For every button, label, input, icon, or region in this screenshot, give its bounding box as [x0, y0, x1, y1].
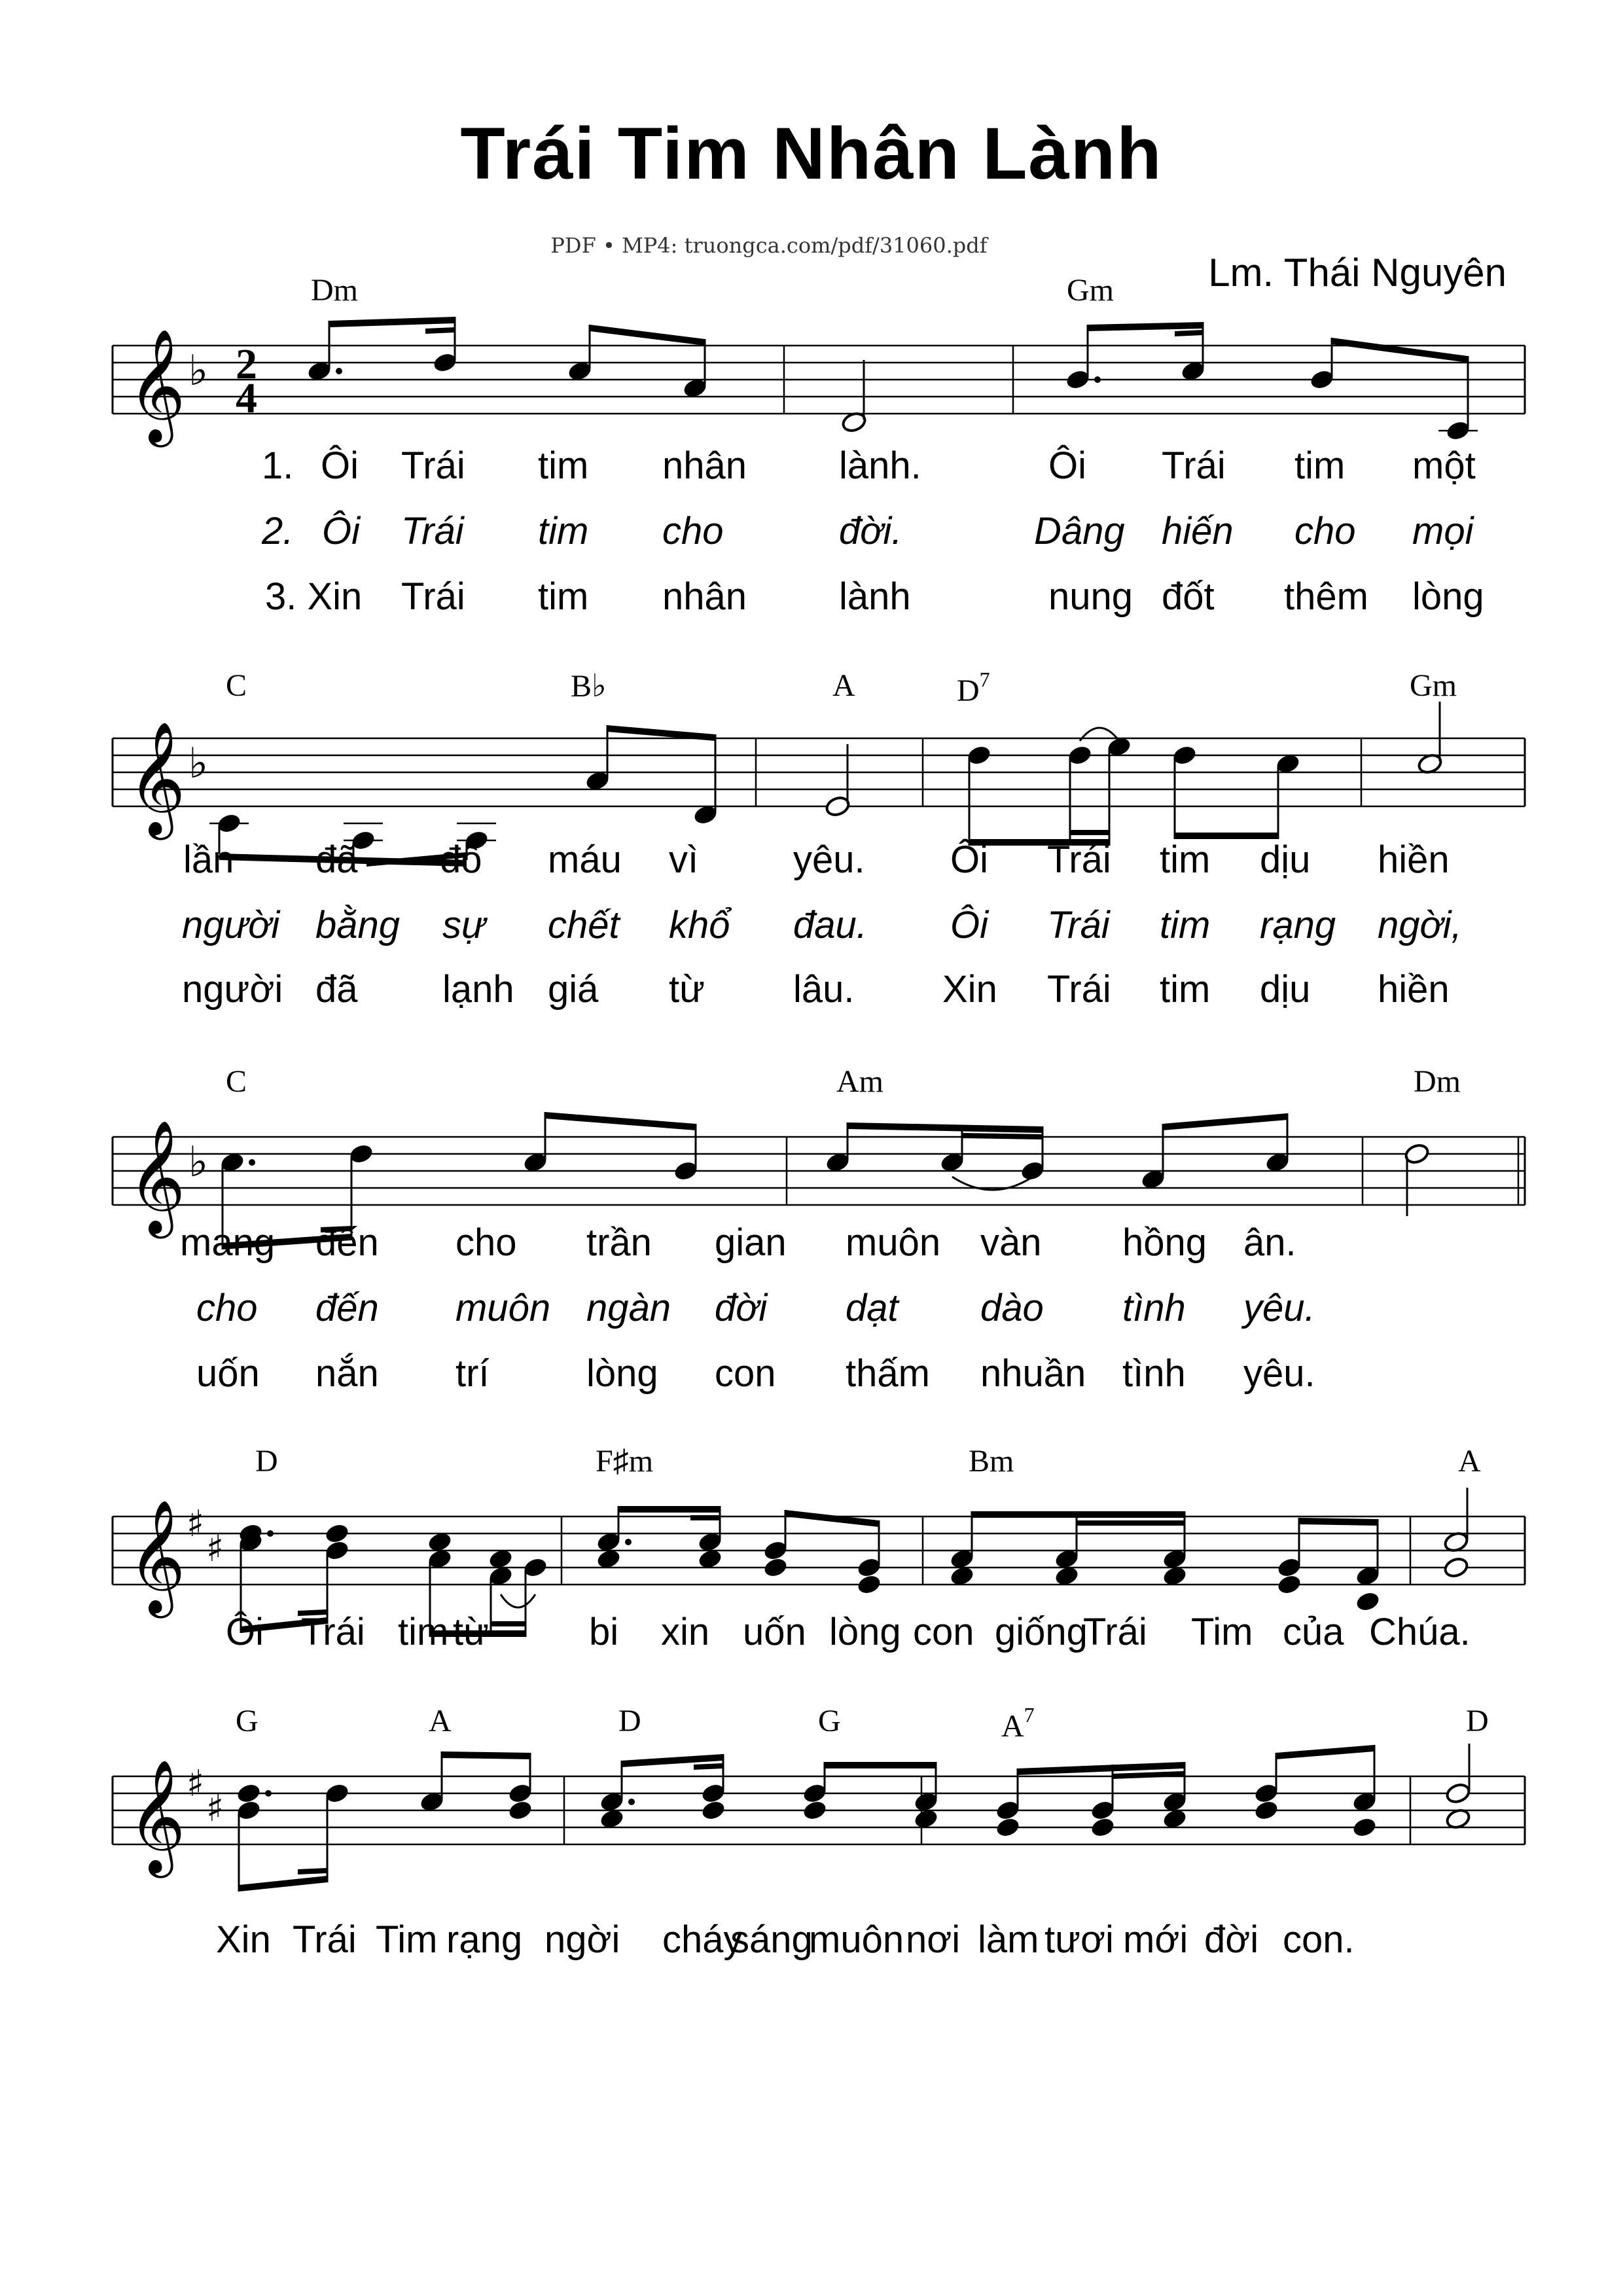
sharp-icon: ♯: [187, 1503, 205, 1545]
lyric-syllable: sáng: [730, 1918, 813, 1961]
lyric-syllable: đến: [315, 1221, 379, 1264]
chord-symbol: Gm: [1410, 668, 1457, 703]
chord-symbol: F♯m: [596, 1444, 654, 1479]
lyric-syllable: tim: [538, 575, 589, 618]
lyric-syllable: Chúa.: [1369, 1611, 1471, 1653]
lyric-syllable: muôn: [809, 1918, 904, 1961]
chord-symbol: D: [255, 1444, 278, 1479]
note: [324, 1522, 351, 1545]
song-title: Trái Tim Nhân Lành: [460, 113, 1163, 194]
composer: Lm. Thái Nguyên: [1208, 251, 1507, 295]
lyric-syllable: tim: [1160, 968, 1211, 1011]
lyric-syllable: đổ: [440, 838, 482, 881]
lyric-syllable: Trái: [1162, 444, 1226, 487]
lyric-syllable: lành.: [839, 444, 921, 487]
chord-symbol: A: [429, 1704, 452, 1738]
tie: [501, 1594, 535, 1607]
beam: [1175, 330, 1203, 336]
lyric-syllable: Ôi: [226, 1611, 264, 1653]
beam: [545, 1112, 696, 1130]
source-link[interactable]: PDF • MP4: truongca.com/pdf/31060.pdf: [550, 233, 988, 258]
lyric-syllable: đời: [1204, 1918, 1259, 1961]
beam: [1276, 1745, 1374, 1759]
lyric-syllable: hồng: [1122, 1221, 1207, 1264]
note: [1090, 1816, 1116, 1839]
lyric-syllable: Tim: [376, 1918, 438, 1961]
time-signature-top: 2: [236, 340, 257, 388]
lyric-syllable: thêm: [1284, 575, 1368, 618]
lyric-syllable: mang: [180, 1221, 276, 1264]
lyric-syllable: Ôi: [950, 904, 988, 946]
lyric-syllable: cho: [1294, 510, 1356, 552]
beam: [1077, 1520, 1185, 1526]
time-signature-bottom: 4: [236, 374, 257, 422]
chord-symbol: C: [226, 1064, 247, 1099]
lyric-syllable: lành: [839, 575, 911, 618]
note: [762, 1556, 789, 1579]
note: [1443, 1556, 1470, 1579]
chord-symbol: D: [618, 1704, 641, 1738]
lyric-syllable: lâu.: [793, 968, 855, 1011]
chord-symbol: $D^7$: [957, 668, 990, 708]
note: [995, 1816, 1022, 1839]
lyric-syllable: người: [182, 904, 280, 946]
lyric-syllable: lòng: [829, 1611, 901, 1653]
beam: [694, 1763, 723, 1770]
lyric-syllable: rạng: [1260, 904, 1336, 946]
beam: [962, 1133, 1043, 1139]
lyric-syllable: muôn: [846, 1221, 941, 1264]
lyric-syllable: tim: [1294, 444, 1346, 487]
note: [1253, 1799, 1280, 1822]
sharp-icon: ♯: [206, 1528, 224, 1570]
chord-symbol: Gm: [1067, 273, 1114, 308]
lyric-syllable: một: [1412, 444, 1476, 487]
lyric-syllable: dạt: [846, 1287, 899, 1329]
lyric-syllable: tình: [1122, 1352, 1186, 1395]
lyric-syllable: vì: [669, 838, 699, 881]
lyric-syllable: mới: [1123, 1918, 1188, 1961]
chord-symbol: A: [1458, 1444, 1481, 1479]
lyric-syllable: Xin: [942, 968, 997, 1011]
beam: [972, 1511, 1185, 1518]
lyric-syllable: Ôi: [950, 838, 988, 881]
lyric-syllable: Trái: [401, 575, 465, 618]
lyric-syllable: bằng: [315, 904, 401, 946]
lyric-syllable: tình: [1122, 1287, 1186, 1329]
flat-icon: ♭: [188, 347, 209, 395]
lyric-syllable: Trái: [1083, 1611, 1147, 1653]
lyric-syllable: thấm: [846, 1352, 930, 1395]
lyric-syllable: dịu: [1260, 838, 1311, 881]
beam: [690, 1515, 720, 1520]
lyric-syllable: con.: [1283, 1918, 1355, 1961]
beam: [785, 1510, 879, 1527]
lyric-syllable: 1.: [262, 444, 294, 487]
chord-symbol: A: [832, 668, 855, 703]
lyric-syllable: Trái: [293, 1918, 357, 1961]
staff-system: [113, 721, 1525, 840]
lyric-syllable: tim: [1160, 904, 1211, 946]
lyric-syllable: tim: [538, 510, 589, 552]
beam: [298, 1868, 327, 1874]
beam: [590, 325, 705, 346]
lyric-syllable: uốn: [743, 1611, 806, 1653]
lyric-syllable: đau.: [793, 904, 867, 946]
lyric-syllable: con: [913, 1611, 974, 1653]
lyric-syllable: Trái: [401, 444, 465, 487]
beam: [618, 1506, 720, 1513]
lyric-syllable: lần: [183, 838, 234, 881]
lyric-syllable: tươi: [1044, 1918, 1114, 1961]
lyric-syllable: ngời,: [1378, 904, 1462, 946]
lyric-syllable: nhân: [662, 575, 747, 618]
lyric-syllable: xin: [661, 1611, 710, 1653]
chord-symbol: Bm: [969, 1444, 1014, 1479]
lyric-syllable: hiền: [1378, 968, 1450, 1011]
lyric-syllable: đốt: [1162, 575, 1215, 618]
note: [1445, 1782, 1472, 1805]
lyric-syllable: Trái: [1047, 838, 1111, 881]
lyric-syllable: mọi: [1412, 510, 1474, 552]
lyric-syllable: hiền: [1378, 838, 1450, 881]
note: [1276, 1573, 1303, 1596]
lyric-syllable: rạng: [446, 1918, 523, 1961]
lyric-syllable: từ: [453, 1611, 489, 1653]
note: [1065, 368, 1101, 391]
beam: [442, 1751, 530, 1759]
chord-symbol: Am: [836, 1064, 883, 1099]
lyric-syllable: tim: [1160, 838, 1211, 881]
lyric-syllable: cho: [662, 510, 724, 552]
lyric-syllable: yêu.: [1243, 1287, 1315, 1329]
lyric-syllable: khổ: [669, 904, 730, 946]
flat-icon: ♭: [188, 740, 209, 788]
lyric-syllable: Dâng: [1034, 510, 1125, 552]
lyric-syllable: tim: [398, 1611, 449, 1653]
lyric-syllable: lòng: [586, 1352, 658, 1395]
note: [236, 1782, 272, 1805]
lyric-syllable: nhân: [662, 444, 747, 487]
lyric-syllable: sự: [442, 904, 486, 946]
beam: [825, 1762, 936, 1768]
lyric-syllable: giá: [548, 968, 599, 1011]
lyric-syllable: hiến: [1162, 510, 1234, 552]
lyric-syllable: Ôi: [1048, 444, 1086, 487]
beam: [329, 317, 455, 327]
treble-clef-icon: 𝄞: [128, 329, 186, 442]
lyric-syllable: đã: [315, 838, 358, 881]
lyric-syllable: Trái: [301, 1611, 365, 1653]
lyric-syllable: nắn: [315, 1352, 379, 1395]
beam: [1332, 338, 1468, 363]
lyric-syllable: 2.: [262, 510, 294, 552]
chord-symbol: G: [236, 1704, 259, 1738]
lyric-syllable: Trái: [1047, 968, 1111, 1011]
lyric-syllable: vàn: [980, 1221, 1042, 1264]
staff-system: [113, 1759, 1525, 1878]
lyric-syllable: Trái: [401, 510, 464, 552]
note: [802, 1799, 829, 1822]
flat-icon: ♭: [188, 1138, 209, 1187]
lyric-syllable: của: [1283, 1611, 1344, 1653]
beam: [1113, 1771, 1185, 1779]
sharp-icon: ♯: [187, 1763, 205, 1805]
lyric-syllable: trí: [455, 1352, 490, 1395]
lyric-syllable: Tim: [1191, 1611, 1253, 1653]
beam: [239, 1876, 327, 1892]
beam: [491, 1621, 526, 1626]
beam: [847, 1122, 1043, 1133]
lyric-syllable: yêu.: [1243, 1352, 1315, 1395]
lyric-syllable: trần: [586, 1221, 652, 1264]
lyric-syllable: chết: [548, 904, 620, 946]
staff-system: [113, 329, 1525, 448]
lyric-syllable: uốn: [196, 1352, 260, 1395]
chord-symbol: D: [1466, 1704, 1489, 1738]
chord-symbol: B♭: [571, 669, 607, 704]
beam: [1163, 1113, 1287, 1130]
treble-clef-icon: 𝄞: [128, 1499, 186, 1613]
lyric-syllable: đến: [315, 1287, 379, 1329]
lyric-syllable: dào: [980, 1287, 1044, 1329]
treble-clef-icon: 𝄞: [128, 1759, 186, 1873]
lyric-syllable: ân.: [1243, 1221, 1296, 1264]
chord-symbol: Dm: [1414, 1064, 1461, 1099]
lyric-syllable: muôn: [455, 1287, 551, 1329]
lyric-syllable: nung: [1048, 575, 1133, 618]
lyric-syllable: Trái: [1047, 904, 1110, 946]
lyric-syllable: đời.: [839, 510, 902, 552]
lyric-syllable: giống: [995, 1611, 1088, 1653]
note: [700, 1799, 727, 1822]
lyric-syllable: làm: [978, 1918, 1039, 1961]
lyric-syllable: 3. Xin: [265, 575, 363, 618]
lyric-syllable: nhuần: [980, 1352, 1086, 1395]
lyric-syllable: ngàn: [586, 1287, 671, 1329]
lyric-syllable: cháy: [662, 1918, 743, 1961]
treble-clef-icon: 𝄞: [128, 1120, 186, 1234]
lyric-syllable: người: [182, 968, 283, 1011]
chord-symbol: C: [226, 668, 247, 703]
treble-clef-icon: 𝄞: [128, 721, 186, 835]
lyric-syllable: máu: [548, 838, 622, 881]
note: [1351, 1816, 1378, 1839]
lyric-syllable: gian: [715, 1221, 787, 1264]
chord-symbol: $A^7$: [1001, 1703, 1035, 1744]
lyric-syllable: đã: [315, 968, 358, 1011]
lyric-syllable: nơi: [906, 1918, 961, 1961]
chord-symbol: Dm: [311, 273, 358, 308]
note: [856, 1573, 883, 1596]
lyric-syllable: Ôi: [322, 510, 360, 552]
lyric-syllable: con: [715, 1352, 776, 1395]
note: [507, 1799, 534, 1822]
lyric-syllable: lạnh: [442, 968, 514, 1011]
lyric-syllable: đời: [715, 1287, 768, 1329]
lyric-syllable: Ôi: [321, 444, 359, 487]
beam: [1088, 322, 1203, 331]
lyric-syllable: Xin: [216, 1918, 271, 1961]
lyric-syllable: lòng: [1412, 575, 1484, 618]
chord-symbol: G: [818, 1704, 841, 1738]
beam: [425, 327, 455, 334]
lyric-syllable: dịu: [1260, 968, 1311, 1011]
lyric-syllable: từ: [669, 968, 705, 1011]
sharp-icon: ♯: [206, 1787, 224, 1830]
lyric-syllable: ngời: [544, 1918, 620, 1961]
lyric-syllable: bi: [589, 1611, 619, 1653]
beam: [1070, 830, 1109, 835]
lyric-syllable: cho: [196, 1287, 258, 1329]
lyric-syllable: tim: [538, 444, 589, 487]
lyric-syllable: yêu.: [793, 838, 865, 881]
lyric-syllable: cho: [455, 1221, 517, 1264]
beam: [1299, 1518, 1378, 1526]
